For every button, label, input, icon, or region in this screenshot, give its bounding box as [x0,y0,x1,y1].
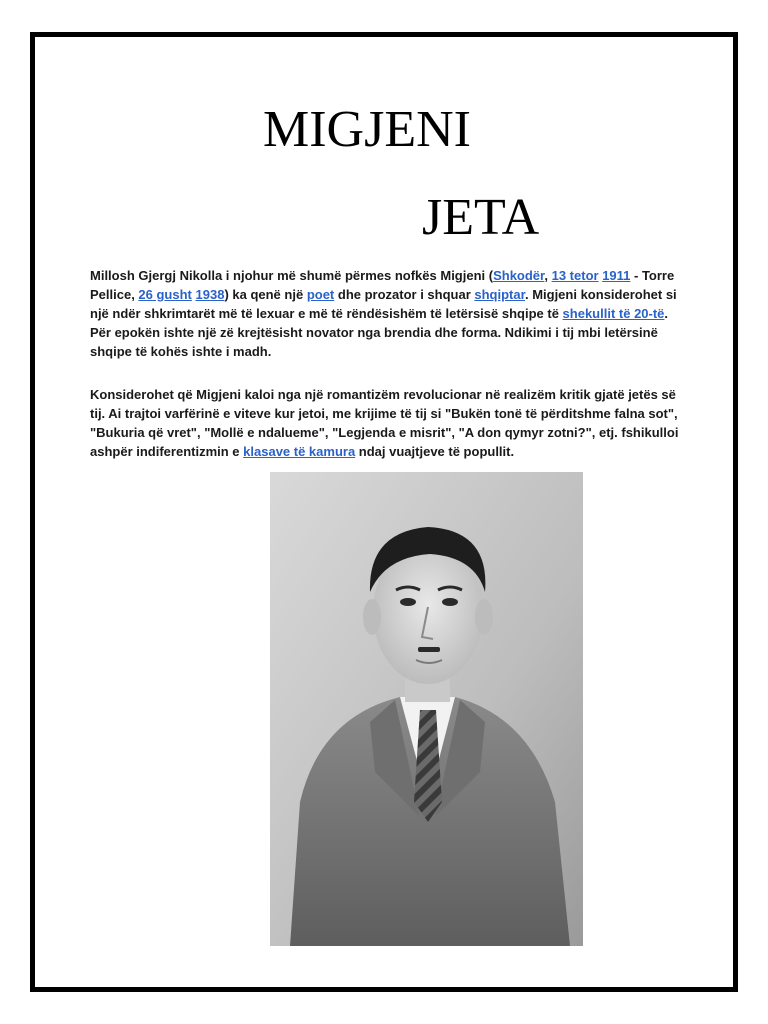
link-1938[interactable]: 1938 [195,287,225,302]
link-poet[interactable]: poet [306,287,335,302]
text-run: dhe prozator i shquar [334,287,475,302]
link-1911[interactable]: 1911 [602,268,631,283]
portrait-illustration [270,472,583,946]
portrait-photo [270,472,583,946]
link-shkoder[interactable]: Shkodër [493,268,545,283]
literary-paragraph [90,385,690,461]
text-run: . Migjeni konsiderohet si një ndër shkrimtarët më të lexuar e më të rëndësishëm të letërsisë shqipe të [90,287,677,321]
link-26-gusht[interactable]: 26 gusht [138,287,192,302]
page-title: MIGJENI [263,101,471,158]
link-13-tetor[interactable]: 13 tetor [551,268,599,283]
link-klasave-te-kamura[interactable]: klasave të kamura [243,444,356,459]
text-run: , [544,268,552,283]
section-heading: JETA [422,189,540,246]
link-shqiptar[interactable]: shqiptar [474,287,525,302]
text-run: - Torre Pellice, [90,268,675,302]
text-run: Millosh Gjergj Nikolla i njohur më shumë përmes nofkës Migjeni ( [90,268,494,283]
text-run: ndaj vuajtjeve të popullit. [355,444,515,459]
text-run: ) ka qenë një [224,287,307,302]
text-run: . Për epokën ishte një zë krejtësisht novator nga brendia dhe forma. Ndikimi i tij mbi letërsinë shqipe të kohës ishte i madh. [90,306,669,359]
biography-paragraph [90,266,690,361]
text-run: Konsiderohet që Migjeni kaloi nga një romantizëm revolucionar në realizëm kritik gjatë jetës së tij. Ai trajtoi varfërinë e viteve kur jetoi, me krijime të tij si "Bukën tonë të përditshme falna sot", "Bukuria që vret", "Mollë e ndalueme", "Legjenda e misrit", "A don qymyr zotni?", etj. fshikulloi ashpër indiferentizmin e [90,387,679,459]
link-shekullit-te-20-te[interactable]: shekullit të 20-të [562,306,665,321]
